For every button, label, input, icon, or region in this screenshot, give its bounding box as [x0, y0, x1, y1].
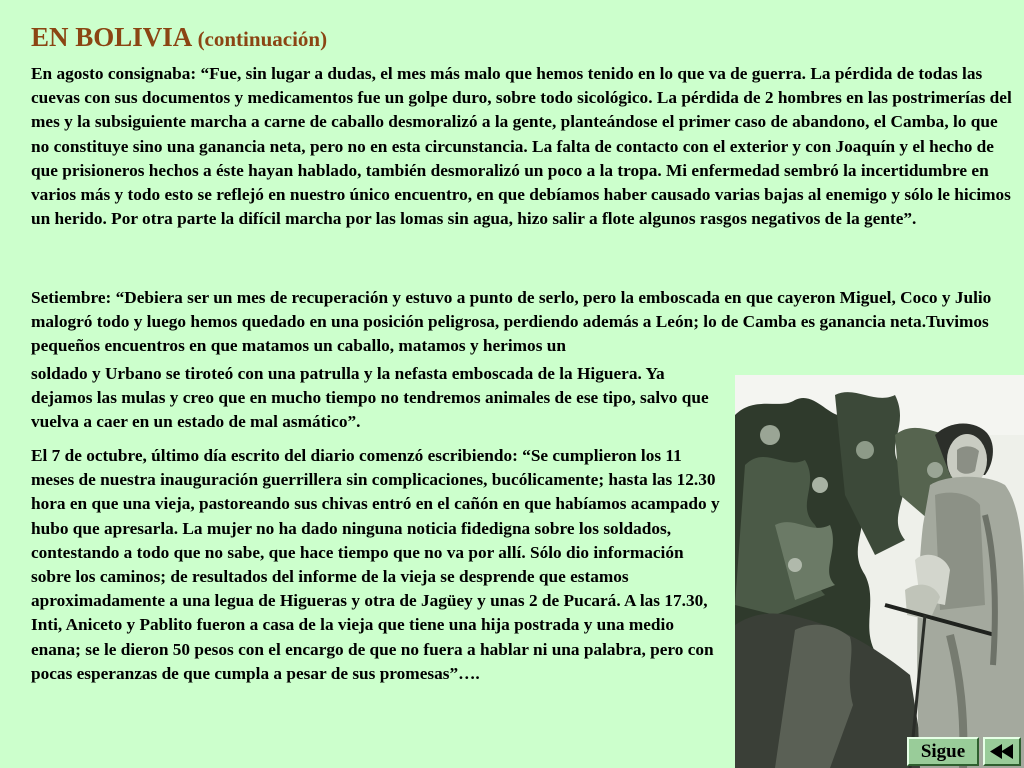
title-main: EN BOLIVIA	[31, 22, 191, 52]
page-title	[31, 21, 327, 55]
paragraph-september: Setiembre: “Debiera ser un mes de recuperación y estuvo a punto de serlo, pero la emboscada en que cayeron Miguel, Coco y Julio malogró todo y luego hemos quedado en una posición peligrosa, perdiendo además a León; lo de Camba es ganancia neta.Tuvimos pequeños encuentros en que matamos un caballo, matamos y herimos un	[31, 288, 992, 356]
next-button[interactable]: Sigue	[907, 737, 979, 766]
title-subtitle: (continuación)	[197, 27, 328, 51]
back-arrow-icon	[989, 743, 1015, 760]
back-button[interactable]	[983, 737, 1021, 766]
paragraph-september-continued: soldado y Urbano se tiroteó con una patrulla y la nefasta emboscada de la Higuera. Ya dejamos las mulas y creo que en mucho tiempo no tendremos animales de ese tipo, salvo que vuelva a caer en un estado de mal asmático”.	[31, 364, 709, 432]
paragraph-october: El 7 de octubre, último día escrito del diario comenzó escribiendo: “Se cumplieron los 11 meses de nuestra inauguración guerrillera sin complicaciones, bucólicamente; hasta las 12.30 hora en que una vieja, pastoreando sus chivas entró en el cañón en que habíamos acampado y hubo que apresarla. La mujer no ha dado ninguna noticia fidedigna sobre los soldados, contestando a todo que no sabe, que hace tiempo que no va por allí. Sólo dio información sobre los caminos; de resultados del informe de la vieja se desprende que estamos aproximadamente a una legua de Higueras y otra de Jagüey y unas 2 de Pucará. A las 17.30, Inti, Aniceto y Pablito fueron a casa de la vieja que tiene una hija postrada y una medio enana; se le dieron 50 pesos con el encargo de que no fuera a hablar ni una palabra, pero con pocas esperanzas de que cumpla a pesar de sus promesas”….	[31, 446, 720, 683]
paragraph-august: En agosto consignaba: “Fue, sin lugar a dudas, el mes más malo que hemos tenido en lo que va de guerra. La pérdida de todas las cuevas con sus documentos y medicamentos fue un golpe duro, sobre todo sicológico. La pérdida de 2 hombres en las postrimerías del mes y la subsiguiente marcha a carne de caballo desmoralizó a la gente, planteándose el primer caso de abandono, el Camba, lo que no constituye sino una ganancia neta, pero no en esta circunstancia. La falta de contacto con el exterior y con Joaquín y el hecho de que prisioneros hechos a éste hayan hablado, también desmoralizó un poco a la tropa. Mi enfermedad sembró la incertidumbre en varios más y todo esto se reflejó en nuestro único encuentro, en que debíamos haber causado varias bajas al enemigo y sólo le hicimos un herido. Por otra parte la difícil marcha por las lomas sin agua, hizo salir a flote algunos rasgos negativos de la gente”.	[31, 64, 1012, 229]
guerrilla-photo	[735, 375, 1024, 768]
